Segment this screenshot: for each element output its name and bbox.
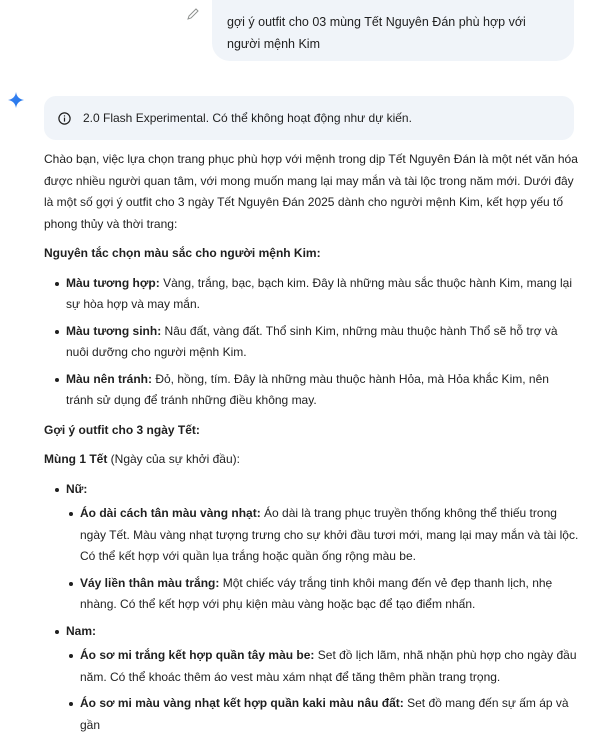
day1-list bbox=[44, 479, 579, 737]
list-item-text: Áo dài là trang phục truyền thống không thể thiếu trong ngày Tết. Màu vàng nhạt tượng trưng cho sự khởi đầu tươi mới, mang lại may mắn và tài lộc. Có thể kết hợp với quần lụa trắng hoặc quần ống rộng màu be. bbox=[80, 506, 579, 563]
day1-heading bbox=[44, 449, 579, 471]
list-item-label: Áo sơ mi màu vàng nhạt kết hợp quần kaki màu nâu đất: bbox=[80, 696, 404, 710]
list-item bbox=[44, 273, 579, 316]
model-response bbox=[44, 149, 579, 741]
list-item-female bbox=[44, 479, 579, 616]
female-outfit-list bbox=[66, 503, 579, 616]
list-item bbox=[66, 645, 579, 688]
banner-text: 2.0 Flash Experimental. Có thể không hoạt động như dự kiến. bbox=[83, 111, 412, 125]
list-item bbox=[44, 321, 579, 364]
list-item-text: Đỏ, hồng, tím. Đây là những màu thuộc hành Hỏa, mà Hỏa khắc Kim, nên tránh sử dụng để tránh những điều không may. bbox=[66, 371, 549, 407]
gemini-sparkle-icon bbox=[8, 92, 24, 108]
list-item-label: Màu nên tránh: bbox=[66, 371, 152, 386]
response-intro: Chào bạn, việc lựa chọn trang phục phù hợp với mệnh trong dịp Tết Nguyên Đán là một nét văn hóa được nhiều người quan tâm, với mong muốn mang lại may mắn và tài lộc trong năm mới. Dưới đây là một số gợi ý outfit cho 3 ngày Tết Nguyên Đán 2025 dành cho người mệnh Kim, kết hợp yếu tố phong thủy và thời trang: bbox=[44, 152, 578, 231]
list-item-text: Nâu đất, vàng đất. Thổ sinh Kim, những màu thuộc hành Thổ sẽ hỗ trợ và nuôi dưỡng cho người mệnh Kim. bbox=[66, 323, 558, 359]
info-icon bbox=[58, 112, 71, 125]
list-item-label: Màu tương hợp: bbox=[66, 275, 160, 290]
principles-heading: Nguyên tắc chọn màu sắc cho người mệnh Kim: bbox=[44, 246, 321, 260]
list-item-label: Váy liền thân màu trắng: bbox=[80, 575, 220, 590]
list-item-male bbox=[44, 621, 579, 737]
list-item bbox=[44, 369, 579, 412]
female-label: Nữ: bbox=[66, 481, 88, 496]
day1-title: Mùng 1 Tết bbox=[44, 452, 108, 466]
male-outfit-list bbox=[66, 645, 579, 736]
list-item-label: Màu tương sinh: bbox=[66, 323, 162, 338]
list-item-label: Áo sơ mi trắng kết hợp quần tây màu be: bbox=[80, 648, 315, 662]
list-item-text: Set đồ mang đến sự ấm áp và gần bbox=[80, 696, 569, 732]
principles-list bbox=[44, 273, 579, 412]
list-item bbox=[66, 693, 579, 736]
list-item bbox=[66, 503, 579, 568]
day1-subtitle: (Ngày của sự khởi đầu): bbox=[107, 452, 240, 466]
edit-pencil-icon[interactable] bbox=[186, 7, 200, 21]
experimental-model-banner bbox=[44, 96, 574, 140]
list-item-text: Vàng, trắng, bạc, bạch kim. Đây là những màu sắc thuộc hành Kim, mang lại sự hòa hợp và may mắn. bbox=[66, 275, 572, 311]
list-item-text: Set đồ lịch lãm, nhã nhặn phù hợp cho ngày đầu năm. Có thể khoác thêm áo vest màu xám nhạt để tăng thêm phần trang trọng. bbox=[80, 648, 577, 684]
list-item-text: Một chiếc váy trắng tinh khôi mang đến vẻ đẹp thanh lịch, nhẹ nhàng. Có thể kết hợp với phụ kiện màu vàng hoặc bạc để tạo điểm nhấn. bbox=[80, 575, 553, 611]
user-message-row bbox=[0, 0, 595, 66]
outfit-heading: Gợi ý outfit cho 3 ngày Tết: bbox=[44, 422, 200, 437]
list-item-label: Áo dài cách tân màu vàng nhạt: bbox=[80, 506, 261, 520]
list-item bbox=[66, 573, 579, 616]
male-label: Nam: bbox=[66, 623, 97, 638]
user-message-bubble: gợi ý outfit cho 03 mùng Tết Nguyên Đán phù hợp với người mệnh Kim bbox=[212, 0, 574, 61]
